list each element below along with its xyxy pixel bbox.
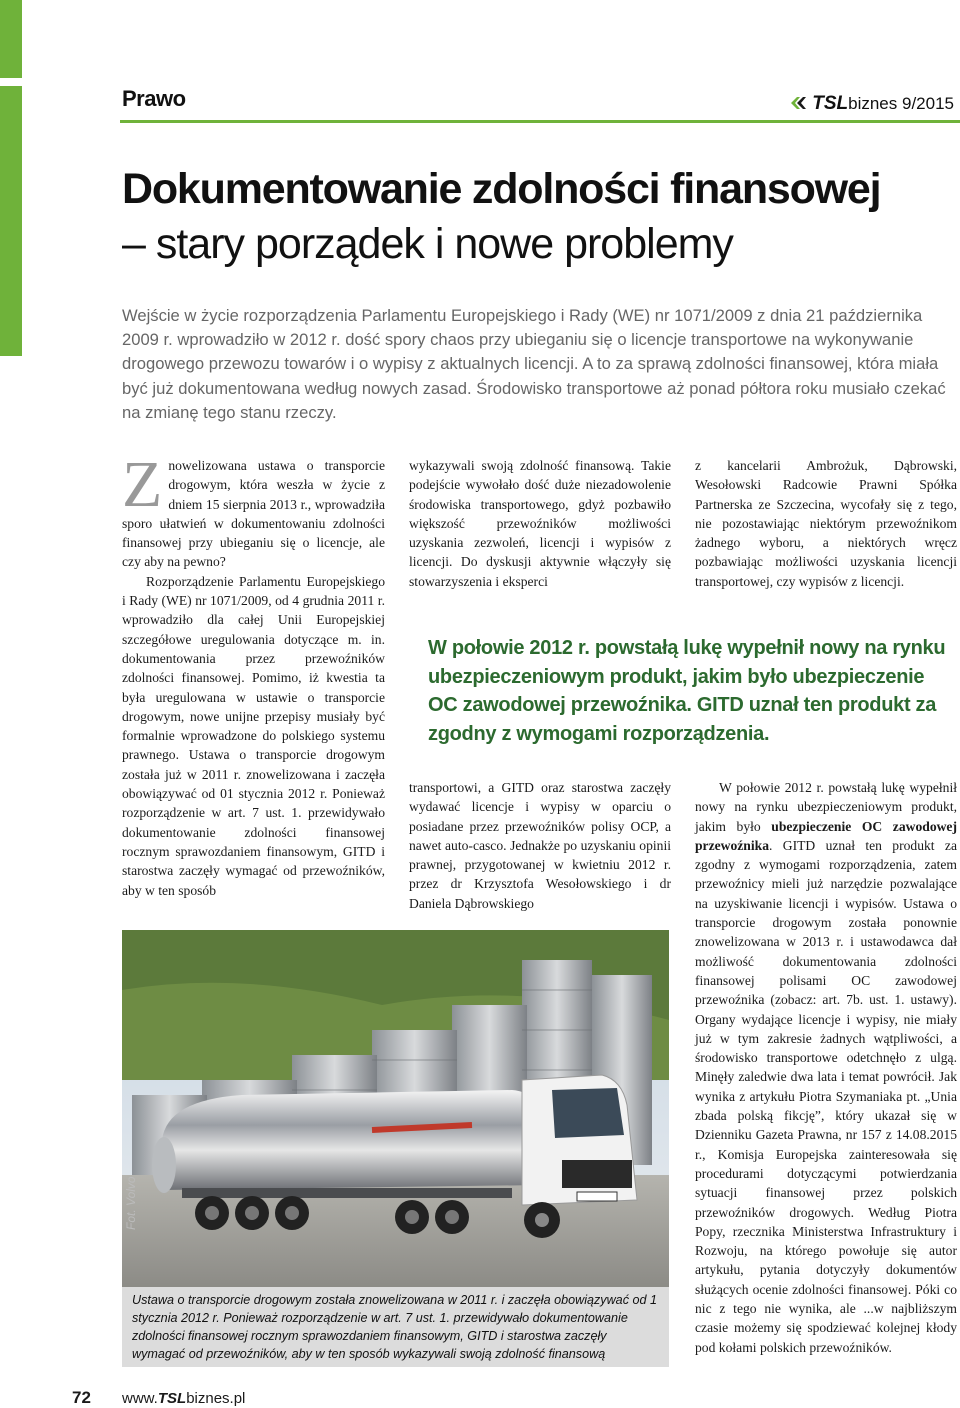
footer-tsl: TSL [157, 1390, 187, 1407]
column-2-middle [409, 778, 671, 913]
truck-photo [122, 930, 669, 1287]
col3-paragraph-bottom [695, 778, 957, 1357]
side-bar-top [0, 0, 22, 78]
article-lead: Wejście w życie rozporządzenia Parlamentu Europejskiego i Rady (WE) nr 1071/2009 z dnia 21 października 2009 r. wprowadziło w 2012 r. dość spory chaos przy ubieganiu się o licencje transportowe na wykonywanie drogowego przewozu towarów i o wypisy z aktualnych licencji. A to za sprawą zdolności finansowej, która miała być już dokumentowana według nowych zasad. Środowisko transportowe aż ponad półtora roku musiało czekać na zmianę tego stanu rzeczy. [122, 306, 946, 422]
header-rule [120, 120, 960, 123]
column-1 [122, 448, 385, 900]
drop-cap: Z [122, 448, 163, 521]
section-label: Prawo [122, 86, 186, 111]
column-3-top [695, 456, 957, 591]
col3-text-part2: . GITD uznał ten produkt za zgodny z wymogami rozporządzenia, zatem przewoźnicy mieli już narzędzie pozwalające na uzyskiwanie licencji i wypisów. Ustawa o transporcie drogowym została ponownie znowelizowana w 2013 r. i ustawodawca dał możliwość dokumentowania zdolności finansowej polisami OC zawodowej przewoźnika (zobacz: art. 7b. ust. 1. ustawy). Organy wydające licencje i wypisy, nie miały już w tym zakresie żadnych wątpliwości, a środowisko transportowe odetchnęło z ulgą. Minęły zaledwie dwa lata i temat powrócił. Jak wynika z artykułu Piotra Szymaniaka pt. „Unia zbada polską fikcję”, który ukazał się w Dzienniku Gazeta Prawna, nr 157 z 14.08.2015 r., Komisja Europejska zainteresowała się procedurami dotyczącymi potwierdzania sytuacji finansowej przez polskich przewoźników drogowych. Według Piotra Popy, rzecznika Ministerstwa Infrastruktury i Rozwoju, na którego powołuje się autor artykułu, pytania dotyczyły dokumentów służących ocenie zdolności finansowej. Póki co nic z tego nie wynika, ale ...w najbliższym czasie możemy się spodziewać kolejnej kłody pod kołami polskich przewoźników. [695, 837, 957, 1355]
col1-paragraph-1: nowelizowana ustawa o transporcie drogowym, która weszła w życie z dniem 15 sierpnia 2013 r., wprowadziła sporo ułatwień w dokumentowaniu zdolności finansowej przy ubieganiu się o licencje, ale czy aby na pewno? [122, 458, 385, 570]
footer-domain: biznes.pl [186, 1390, 246, 1407]
col2-paragraph-top: wykazywali swoją zdolność finansową. Takie podejście wywołało dość duże niezadowolenie środowiska transportowego, gdyż pozbawiło większość przewoźników możliwości uzyskania zezwoleń, licencji i wypisów z licencji. Do dyskusji aktywnie włączyły się stowarzyszenia i eksperci [409, 458, 671, 589]
brand-issue: biznes 9/2015 [848, 94, 954, 113]
photo-credit: Fot. Volvo [124, 1176, 138, 1230]
pull-quote: W połowie 2012 r. powstałą lukę wypełnił nowy na rynku ubezpieczeniowym produkt, jakim było ubezpieczenie OC zawodowej przewoźnika. GITD uznał ten produkt za zgodny z wymogami rozporządzenia. [428, 637, 946, 745]
col3-text-part1: W połowie 2012 r. powstałą lukę wypełnił nowy na rynku ubezpieczeniowym produkt, jakim było [695, 780, 957, 834]
photo-caption: Ustawa o transporcie drogowym została znowelizowana w 2011 r. i zaczęła obowiązywać od 1 stycznia 2012 r. Ponieważ rozporządzenie w art. 7 ust. 1. przewidywało dokumentowanie zdolności finansowej rocznym sprawozdaniem finansowym, GITD i starostwa zaczęły wymagać od przewoźników, aby w ten sposób wykazywali swoją zdolność finansową [122, 1287, 669, 1367]
column-2-top [409, 456, 671, 591]
footer-www: www. [122, 1390, 158, 1407]
col1-paragraph-2: Rozporządzenie Parlamentu Europejskiego i Rady (WE) nr 1071/2009, od 4 grudnia 2011 r. wprowadziło dla całej Unii Europejskiej szczegółowe uregulowania dotyczące m. in. dokumentowania przez przewoźników zdolności finansowej. Pomimo, iż kwestia ta była uregulowana w ustawie o transporcie drogowym, nowe unijne przepisy musiały być formalnie wprowadzone do polskiego systemu prawnego. Ustawa o transporcie drogowym została już w 2011 r. znowelizowana i zaczęła obowiązywać od 01 stycznia 2012 r. Ponieważ rozporządzenie w art. 7 ust. 1. przewidywało dokumentowanie zdolności finansowej rocznym sprawozdaniem finansowym, GITD i starostwa zaczęły wymagać od przewoźników, aby w ten sposób [122, 573, 385, 898]
col3-bold-phrase: ubezpieczenie OC zawodowej przewoźnika [695, 818, 957, 853]
article-title-line2: – stary porządek i nowe problemy [122, 220, 733, 268]
article-title-line1: Dokumentowanie zdolności finansowej [122, 165, 881, 213]
tsl-logo-icon [789, 95, 809, 115]
side-bar-middle [0, 86, 22, 356]
footer-website [122, 1390, 245, 1407]
page-number: 72 [72, 1388, 91, 1407]
col3-paragraph-top: z kancelarii Ambrożuk, Dąbrowski, Wesołowski Radcowie Prawni Spółka Partnerska ze Szczecina, wycofały się z tego, nie pozostawiając niektórym przewoźnikom żadnego wyboru, a niektórych wręcz pozbawiając możliwości uzyskania licencji transportowej, czy wypisów z licencji. [695, 458, 957, 589]
col2-paragraph-middle: transportowi, a GITD oraz starostwa zaczęły wydawać licencje i wypisy w oparciu o posiadane przez przewoźników polisy OCP, a nawet auto-casco. Jednakże po uzyskaniu opinii prawnej, przygotowanej w kwietniu 2012 r. przez dr Krzysztofa Wesołowskiego i dr Daniela Dąbrowskiego [409, 780, 671, 911]
column-3-bottom [695, 778, 957, 1357]
brand-tsl: TSL [812, 93, 849, 114]
magazine-brand [789, 93, 954, 115]
